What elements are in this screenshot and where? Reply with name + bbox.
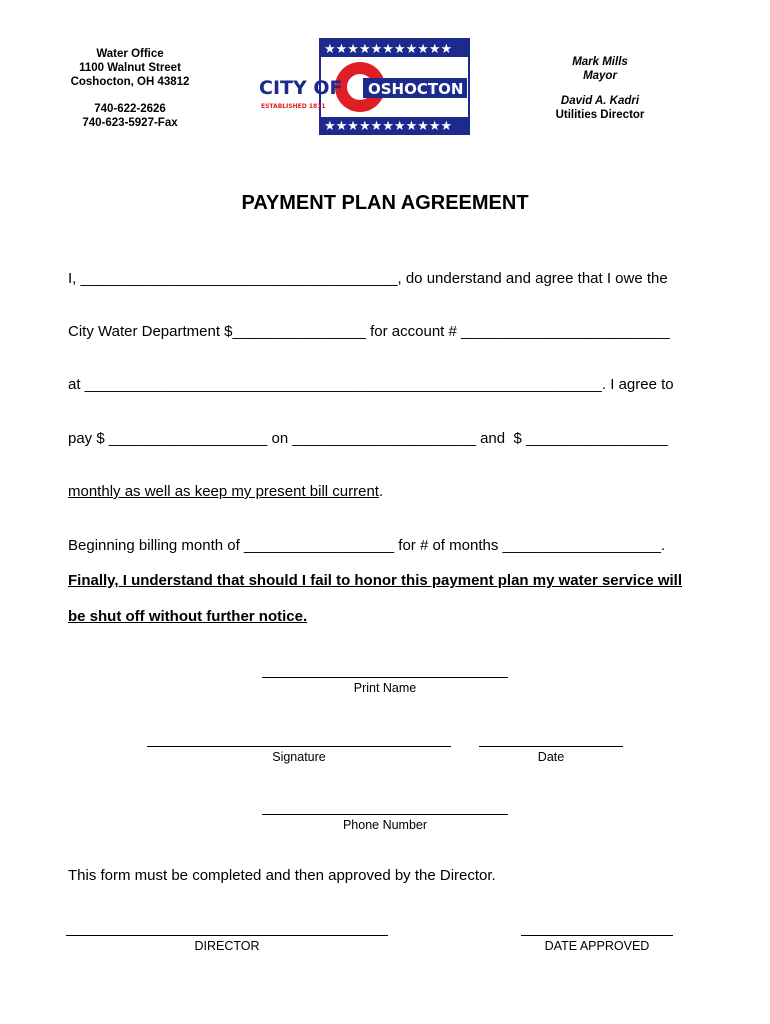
date-rule [479, 746, 623, 747]
director-rule [66, 935, 388, 936]
signature-label: Signature [272, 750, 326, 764]
print-name-label: Print Name [353, 681, 417, 695]
phone-number-field[interactable] [262, 814, 508, 832]
office-name: Water Office [96, 48, 164, 60]
mayor-name: Mark Mills [572, 56, 628, 68]
date-approved-field[interactable] [521, 935, 673, 953]
director-name: David A. Kadri [560, 95, 640, 107]
logo-city-name: OSHOCTON [368, 80, 464, 98]
mayor-title: Mayor [583, 70, 617, 82]
date-label: Date [537, 750, 565, 764]
office-phone: 740-622-2626 [94, 103, 166, 115]
phone-number-label: Phone Number [342, 818, 428, 832]
director-title: Utilities Director [555, 109, 645, 121]
agreement-line-monthly [68, 483, 383, 500]
agreement-line-address[interactable]: at ______________________________________________________________. I agree to [68, 376, 674, 393]
warning-line-1: Finally, I understand that should I fail to honor this payment plan my water service will [68, 572, 682, 589]
signature-rule [147, 746, 451, 747]
date-approved-rule [521, 935, 673, 936]
print-name-field[interactable] [262, 677, 508, 695]
agreement-line-billing[interactable]: Beginning billing month of __________________ for # of months ___________________. [68, 537, 666, 554]
phone-number-rule [262, 814, 508, 815]
agreement-line-name[interactable]: I, ______________________________________, do understand and agree that I owe the [68, 270, 668, 287]
city-logo [258, 38, 472, 136]
office-address-block [55, 47, 205, 130]
monthly-period: . [378, 483, 384, 500]
director-signature-field[interactable] [66, 935, 388, 953]
logo-city-of: CITY OF [259, 77, 343, 99]
date-approved-label: DATE APPROVED [544, 939, 650, 953]
warning-line-2: be shut off without further notice. [68, 608, 308, 625]
page-title: PAYMENT PLAN AGREEMENT [241, 192, 529, 214]
footer-note: This form must be completed and then approved by the Director. [68, 867, 496, 884]
agreement-line-amount-account[interactable]: City Water Department $________________ for account # _________________________ [68, 323, 670, 340]
signature-field[interactable] [147, 746, 451, 764]
date-field[interactable] [479, 746, 623, 764]
agreement-line-payment[interactable]: pay $ ___________________ on ______________________ and $ _________________ [68, 430, 668, 447]
print-name-rule [262, 677, 508, 678]
office-city: Coshocton, OH 43812 [70, 76, 190, 88]
officials-block [520, 55, 680, 122]
svg-text:★★★★★★★★★★★: ★★★★★★★★★★★ [324, 119, 453, 134]
director-label: DIRECTOR [194, 939, 260, 953]
monthly-text: monthly as well as keep my present bill current [68, 483, 379, 500]
svg-text:★★★★★★★★★★★: ★★★★★★★★★★★ [324, 42, 453, 57]
office-fax: 740-623-5927-Fax [82, 117, 178, 129]
office-street: 1100 Walnut Street [79, 62, 181, 74]
logo-established: ESTABLISHED 1811 [261, 103, 326, 110]
